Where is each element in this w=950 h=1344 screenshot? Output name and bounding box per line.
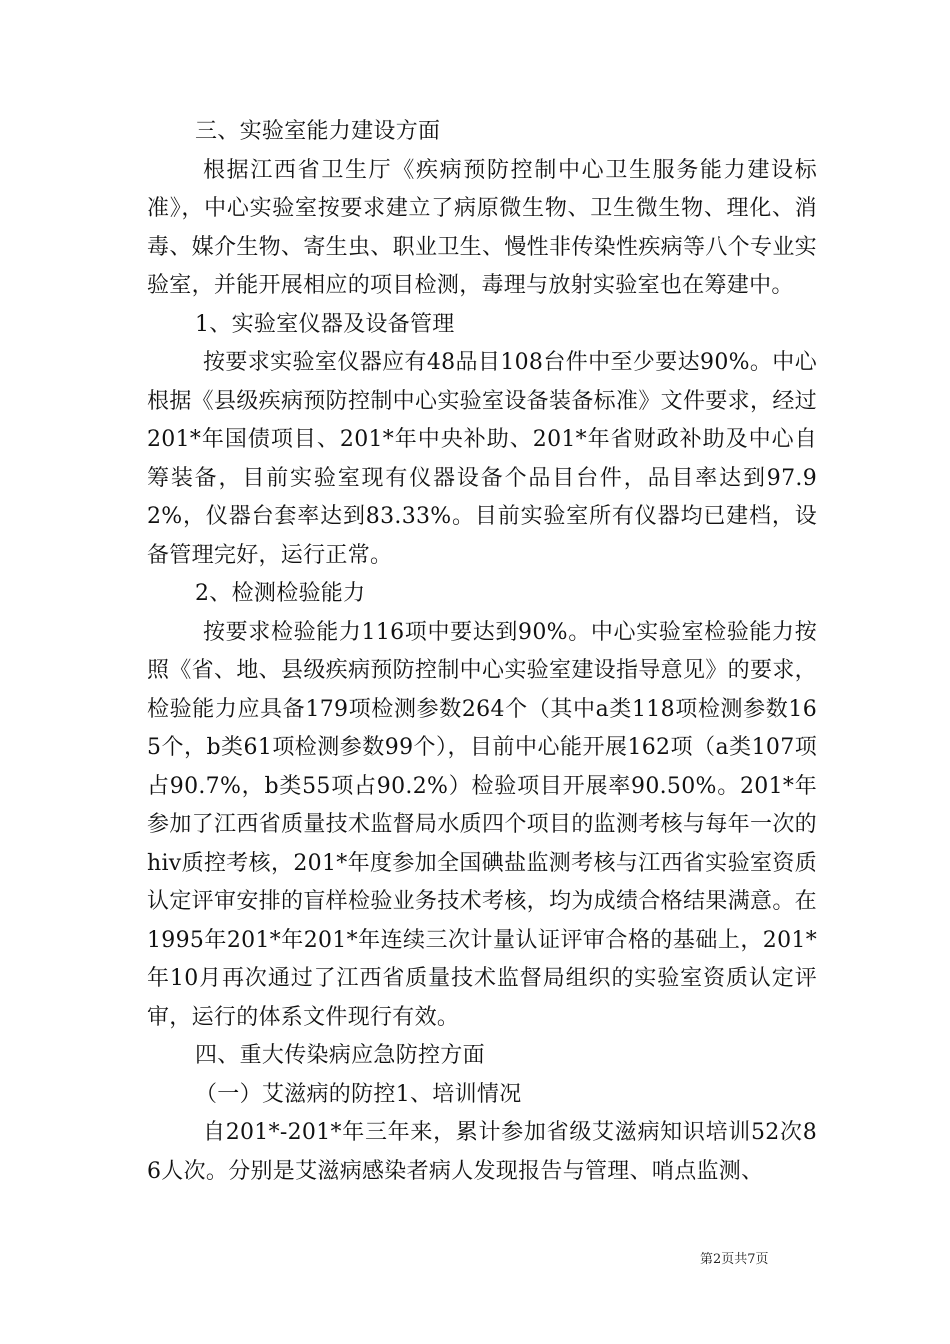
paragraph-lab-standards: 根据江西省卫生厅《疾病预防控制中心卫生服务能力建设标准》，中心实验室按要求建立了病原微生物、卫生微生物、理化、消毒、媒介生物、寄生虫、职业卫生、慢性非传染性疾病等八个专业实验室，并能开展相应的项目检测，毒理与放射实验室也在筹建中。 xyxy=(147,157,817,298)
paragraph-testing: 按要求检验能力116项中要达到90%。中心实验室检验能力按照《省、地、县级疾病预防控制中心实验室建设指导意见》的要求，检验能力应具备179项检测参数264个（其中a类118项检测参数165个，b类61项检测参数99个），目前中心能开展162项（a类107项占90.7%，b类55项占90.2%）检验项目开展率90.50%。201*年参加了江西省质量技术监督局水质四个项目的监测考核与每年一次的hiv质控考核，201*年度参加全国碘盐监测考核与江西省实验室资质认定评审安排的盲样检验业务技术考核，均为成绩合格结果满意。在1995年201*年201*年连续三次计量认证评审合格的基础上，201*年10月再次通过了江西省质量技术监督局组织的实验室资质认定评审，运行的体系文件现行有效。 xyxy=(147,619,817,1030)
section-heading-epidemic-control: 四、重大传染病应急防控方面 xyxy=(195,1043,485,1068)
page-number: 第2页共7页 xyxy=(700,1252,769,1267)
document-body xyxy=(147,113,817,1191)
paragraph-aids-training: 自201*-201*年三年来，累计参加省级艾滋病知识培训52次86人次。分别是艾滋病感染者病人发现报告与管理、哨点监测、 xyxy=(147,1120,817,1184)
subheading-aids-control: （一）艾滋病的防控1、培训情况 xyxy=(195,1081,522,1107)
subheading-equipment-management: 1、实验室仪器及设备管理 xyxy=(195,311,455,337)
subheading-testing-capacity: 2、检测检验能力 xyxy=(195,581,366,606)
section-heading-lab-capacity: 三、实验室能力建设方面 xyxy=(195,119,441,144)
paragraph-equipment: 按要求实验室仪器应有48品目108台件中至少要达90%。中心根据《县级疾病预防控制中心实验室设备装备标准》文件要求，经过201*年国债项目、201*年中央补助、201*年省财政补助及中心自筹装备，目前实验室现有仪器设备个品目台件，品目率达到97.92%，仪器台套率达到83.33%。目前实验室所有仪器均已建档，设备管理完好，运行正常。 xyxy=(147,350,817,568)
